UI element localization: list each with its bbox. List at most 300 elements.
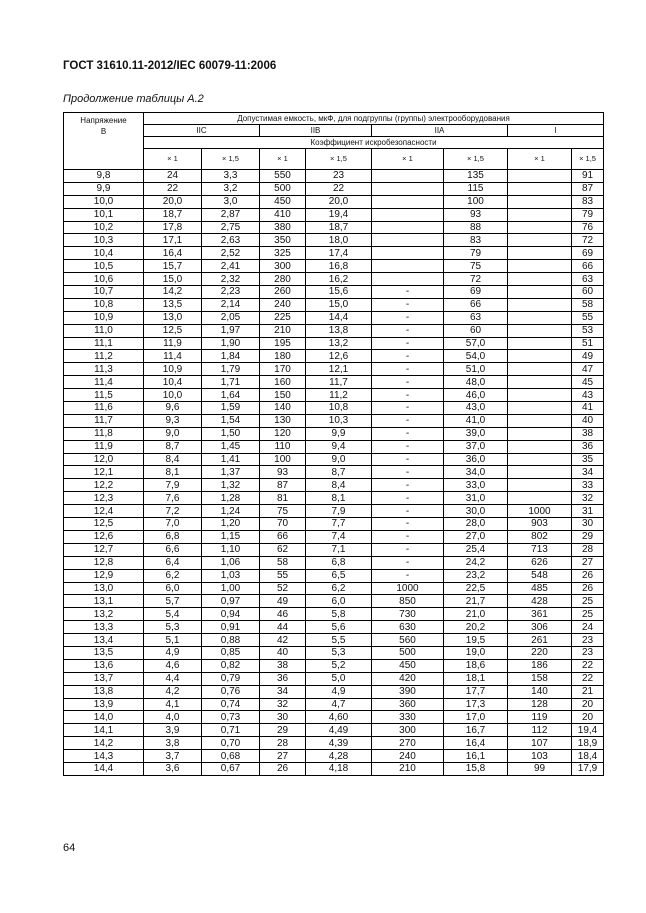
capacitance-cell	[508, 195, 572, 208]
capacitance-cell: 119	[508, 711, 572, 724]
capacitance-cell: 4,6	[144, 659, 202, 672]
capacitance-cell: 34,0	[444, 466, 508, 479]
capacitance-cell: 17,0	[444, 711, 508, 724]
capacitance-cell: 15,7	[144, 260, 202, 273]
capacitance-cell	[508, 402, 572, 415]
table-row	[64, 556, 604, 569]
capacitance-cell: 20,2	[444, 621, 508, 634]
capacitance-cell: 45	[572, 376, 604, 389]
voltage-unit: В	[100, 127, 107, 136]
table-row	[64, 479, 604, 492]
capacitance-cell: -	[372, 350, 444, 363]
capacitance-cell: 6,8	[144, 530, 202, 543]
voltage-cell: 11,9	[64, 440, 144, 453]
capacitance-cell: -	[372, 543, 444, 556]
capacitance-cell: -	[372, 440, 444, 453]
capacitance-cell	[508, 311, 572, 324]
capacitance-cell: 6,5	[306, 569, 372, 582]
capacitance-cell: 100	[260, 453, 306, 466]
capacitance-cell: 5,8	[306, 608, 372, 621]
capacitance-cell: 300	[372, 724, 444, 737]
capacitance-cell: 330	[372, 711, 444, 724]
capacitance-cell: 1,45	[202, 440, 260, 453]
capacitance-cell: 0,82	[202, 659, 260, 672]
capacitance-cell: 79	[572, 208, 604, 221]
capacitance-cell: 120	[260, 427, 306, 440]
capacitance-cell: 3,9	[144, 724, 202, 737]
capacitance-cell: 802	[508, 530, 572, 543]
voltage-cell: 14,2	[64, 737, 144, 750]
capacitance-cell: 70	[260, 518, 306, 531]
capacitance-cell: 1,79	[202, 363, 260, 376]
factor-header: × 1	[260, 149, 306, 170]
capacitance-cell: 9,3	[144, 414, 202, 427]
capacitance-cell: 2,41	[202, 260, 260, 273]
capacitance-cell: 55	[572, 311, 604, 324]
capacitance-cell: 91	[572, 170, 604, 183]
voltage-cell: 11,7	[64, 414, 144, 427]
capacitance-cell: 500	[260, 182, 306, 195]
capacitance-cell: 48,0	[444, 376, 508, 389]
capacitance-cell: -	[372, 479, 444, 492]
capacitance-cell: 23	[572, 646, 604, 659]
capacitance-cell: 30	[572, 518, 604, 531]
table-row	[64, 518, 604, 531]
capacitance-cell: 88	[444, 221, 508, 234]
table-row	[64, 453, 604, 466]
capacitance-cell: 44	[260, 621, 306, 634]
capacitance-cell: 4,4	[144, 672, 202, 685]
capacitance-cell: 6,2	[306, 582, 372, 595]
capacitance-cell	[508, 492, 572, 505]
capacitance-cell: 1,06	[202, 556, 260, 569]
capacitance-cell: 4,49	[306, 724, 372, 737]
capacitance-cell: 22	[306, 182, 372, 195]
voltage-cell: 13,8	[64, 685, 144, 698]
capacitance-cell: 87	[260, 479, 306, 492]
capacitance-cell: 41,0	[444, 414, 508, 427]
capacitance-cell: 107	[508, 737, 572, 750]
capacitance-cell	[508, 376, 572, 389]
table-row	[64, 260, 604, 273]
capacitance-cell	[508, 324, 572, 337]
table-row	[64, 505, 604, 518]
table-row	[64, 750, 604, 763]
capacitance-cell: 270	[372, 737, 444, 750]
capacitance-cell: 83	[444, 234, 508, 247]
capacitance-cell: 4,0	[144, 711, 202, 724]
capacitance-cell: 20	[572, 698, 604, 711]
capacitance-cell: 7,6	[144, 492, 202, 505]
capacitance-cell: 31,0	[444, 492, 508, 505]
capacitance-cell: 28	[260, 737, 306, 750]
voltage-cell: 10,7	[64, 286, 144, 299]
table-row	[64, 659, 604, 672]
capacitance-cell: 5,6	[306, 621, 372, 634]
capacitance-cell: 60	[572, 286, 604, 299]
capacitance-cell: 260	[260, 286, 306, 299]
table-row	[64, 298, 604, 311]
capacitance-cell: 29	[572, 530, 604, 543]
capacitance-cell	[508, 247, 572, 260]
capacitance-cell	[508, 170, 572, 183]
voltage-cell: 9,9	[64, 182, 144, 195]
capacitance-cell: 170	[260, 363, 306, 376]
capacitance-cell	[508, 298, 572, 311]
capacitance-cell: 1000	[508, 505, 572, 518]
capacitance-cell	[508, 182, 572, 195]
capacitance-cell: 46,0	[444, 389, 508, 402]
capacitance-cell: 420	[372, 672, 444, 685]
capacitance-cell: 93	[260, 466, 306, 479]
capacitance-cell: 12,5	[144, 324, 202, 337]
capacitance-cell: 1,41	[202, 453, 260, 466]
voltage-cell: 13,6	[64, 659, 144, 672]
capacitance-cell: 18,0	[306, 234, 372, 247]
capacitance-cell: 0,67	[202, 762, 260, 775]
voltage-cell: 12,3	[64, 492, 144, 505]
capacitance-cell: 7,0	[144, 518, 202, 531]
capacitance-cell: -	[372, 466, 444, 479]
capacitance-cell: 10,3	[306, 414, 372, 427]
capacitance-cell: 57,0	[444, 337, 508, 350]
capacitance-cell: 18,1	[444, 672, 508, 685]
capacitance-cell: 87	[572, 182, 604, 195]
capacitance-cell: 5,5	[306, 634, 372, 647]
capacitance-cell: 4,7	[306, 698, 372, 711]
capacitance-cell: 52	[260, 582, 306, 595]
capacitance-cell: 26	[260, 762, 306, 775]
capacitance-cell: 1,10	[202, 543, 260, 556]
capacitance-cell	[508, 234, 572, 247]
capacitance-cell: 18,7	[306, 221, 372, 234]
capacitance-cell: 220	[508, 646, 572, 659]
capacitance-cell	[508, 260, 572, 273]
capacitance-cell: 16,4	[444, 737, 508, 750]
capacitance-cell: 16,4	[144, 247, 202, 260]
capacitance-cell: 28	[572, 543, 604, 556]
capacitance-cell: -	[372, 324, 444, 337]
table-row	[64, 530, 604, 543]
capacitance-cell: 66	[260, 530, 306, 543]
capacitance-cell: 23	[306, 170, 372, 183]
voltage-cell: 13,4	[64, 634, 144, 647]
capacitance-cell	[508, 453, 572, 466]
capacitance-cell	[372, 208, 444, 221]
capacitance-cell: 7,9	[306, 505, 372, 518]
voltage-label: Напряжение	[80, 116, 127, 125]
capacitance-cell: 28,0	[444, 518, 508, 531]
table-row	[64, 582, 604, 595]
capacitance-cell: 24	[144, 170, 202, 183]
capacitance-cell: 210	[372, 762, 444, 775]
capacitance-cell: 261	[508, 634, 572, 647]
factor-header: × 1	[144, 149, 202, 170]
capacitance-cell: 8,1	[144, 466, 202, 479]
voltage-cell: 10,5	[64, 260, 144, 273]
capacitance-cell: -	[372, 363, 444, 376]
voltage-cell: 12,1	[64, 466, 144, 479]
voltage-cell: 10,0	[64, 195, 144, 208]
capacitance-cell: 7,1	[306, 543, 372, 556]
capacitance-cell: 18,7	[144, 208, 202, 221]
capacitance-cell: 40	[572, 414, 604, 427]
capacitance-cell	[372, 195, 444, 208]
capacitance-cell: 3,6	[144, 762, 202, 775]
capacitance-cell: 8,4	[144, 453, 202, 466]
capacitance-cell: 2,32	[202, 273, 260, 286]
capacitance-cell: 16,2	[306, 273, 372, 286]
capacitance-cell: 240	[372, 750, 444, 763]
voltage-cell: 11,0	[64, 324, 144, 337]
capacitance-cell: 3,3	[202, 170, 260, 183]
table-row	[64, 440, 604, 453]
capacitance-cell: 30,0	[444, 505, 508, 518]
capacitance-cell: 6,8	[306, 556, 372, 569]
table-row	[64, 402, 604, 415]
capacitance-cell: -	[372, 337, 444, 350]
capacitance-cell: 0,94	[202, 608, 260, 621]
capacitance-cell: 2,14	[202, 298, 260, 311]
capacitance-cell: 47	[572, 363, 604, 376]
capacitance-cell: 7,9	[144, 479, 202, 492]
capacitance-cell	[372, 234, 444, 247]
capacitance-cell: 0,71	[202, 724, 260, 737]
capacitance-cell: 500	[372, 646, 444, 659]
capacitance-cell: 380	[260, 221, 306, 234]
table-row	[64, 724, 604, 737]
capacitance-cell: 60	[444, 324, 508, 337]
capacitance-cell: -	[372, 453, 444, 466]
voltage-cell: 9,8	[64, 170, 144, 183]
capacitance-cell: 4,1	[144, 698, 202, 711]
factor-header: × 1,5	[202, 149, 260, 170]
voltage-cell: 13,1	[64, 595, 144, 608]
capacitance-cell: -	[372, 569, 444, 582]
capacitance-cell: 10,8	[306, 402, 372, 415]
voltage-cell: 11,3	[64, 363, 144, 376]
voltage-cell: 13,7	[64, 672, 144, 685]
table-row	[64, 608, 604, 621]
capacitance-cell: 49	[572, 350, 604, 363]
capacitance-cell: 75	[260, 505, 306, 518]
capacitance-cell: 20,0	[144, 195, 202, 208]
capacitance-cell: 1,37	[202, 466, 260, 479]
voltage-cell: 11,2	[64, 350, 144, 363]
capacitance-cell: 4,39	[306, 737, 372, 750]
voltage-cell: 11,6	[64, 402, 144, 415]
capacitance-cell: -	[372, 311, 444, 324]
capacitance-cell: 35	[572, 453, 604, 466]
factor-header: × 1,5	[444, 149, 508, 170]
capacitance-cell: -	[372, 389, 444, 402]
capacitance-cell: 850	[372, 595, 444, 608]
capacitance-cell: 63	[444, 311, 508, 324]
capacitance-cell: 69	[444, 286, 508, 299]
capacitance-cell: 18,4	[572, 750, 604, 763]
capacitance-cell: 0,85	[202, 646, 260, 659]
capacitance-cell: 11,4	[144, 350, 202, 363]
capacitance-cell: 12,1	[306, 363, 372, 376]
capacitance-cell: 2,52	[202, 247, 260, 260]
capacitance-cell: 10,0	[144, 389, 202, 402]
capacitance-cell	[372, 273, 444, 286]
capacitance-cell: 0,88	[202, 634, 260, 647]
voltage-column-header	[64, 113, 144, 170]
capacitance-cell: 51	[572, 337, 604, 350]
capacitance-cell: 2,63	[202, 234, 260, 247]
capacitance-cell: 17,9	[572, 762, 604, 775]
capacitance-cell	[508, 208, 572, 221]
capacitance-cell: -	[372, 286, 444, 299]
capacitance-cell: 17,4	[306, 247, 372, 260]
capacitance-cell: 17,1	[144, 234, 202, 247]
capacitance-cell: -	[372, 505, 444, 518]
capacitance-cell: 15,6	[306, 286, 372, 299]
capacitance-cell: 7,4	[306, 530, 372, 543]
capacitance-cell: 81	[260, 492, 306, 505]
capacitance-cell: 66	[572, 260, 604, 273]
capacitance-cell	[508, 350, 572, 363]
capacitance-cell: 18,6	[444, 659, 508, 672]
capacitance-cell: 390	[372, 685, 444, 698]
capacitance-cell: 58	[260, 556, 306, 569]
voltage-cell: 11,5	[64, 389, 144, 402]
voltage-cell: 13,3	[64, 621, 144, 634]
voltage-cell: 14,3	[64, 750, 144, 763]
capacitance-cell: 730	[372, 608, 444, 621]
capacitance-cell: -	[372, 556, 444, 569]
capacitance-cell: 128	[508, 698, 572, 711]
capacitance-cell: 100	[444, 195, 508, 208]
capacitance-cell: 1,64	[202, 389, 260, 402]
capacitance-cell: 6,2	[144, 569, 202, 582]
voltage-cell: 12,5	[64, 518, 144, 531]
capacitance-cell: 75	[444, 260, 508, 273]
capacitance-cell: 34	[260, 685, 306, 698]
capacitance-cell: 33,0	[444, 479, 508, 492]
capacitance-cell: 240	[260, 298, 306, 311]
voltage-cell: 12,8	[64, 556, 144, 569]
capacitance-cell	[508, 273, 572, 286]
capacitance-cell: 0,68	[202, 750, 260, 763]
capacitance-cell: 140	[508, 685, 572, 698]
capacitance-cell: 10,9	[144, 363, 202, 376]
table-row	[64, 595, 604, 608]
table-row	[64, 286, 604, 299]
capacitance-cell: 1,97	[202, 324, 260, 337]
table-row	[64, 569, 604, 582]
table-row	[64, 182, 604, 195]
capacitance-cell: 713	[508, 543, 572, 556]
capacitance-cell: 40	[260, 646, 306, 659]
voltage-cell: 10,6	[64, 273, 144, 286]
capacitance-cell: 11,7	[306, 376, 372, 389]
table-row	[64, 762, 604, 775]
capacitance-cell: 626	[508, 556, 572, 569]
capacitance-cell: 4,2	[144, 685, 202, 698]
capacitance-cell: 25	[572, 608, 604, 621]
capacitance-cell: 485	[508, 582, 572, 595]
capacitance-cell: 8,7	[144, 440, 202, 453]
voltage-cell: 13,0	[64, 582, 144, 595]
capacitance-cell: 6,0	[144, 582, 202, 595]
factor-header: × 1	[508, 149, 572, 170]
capacitance-cell: 20,0	[306, 195, 372, 208]
voltage-cell: 14,0	[64, 711, 144, 724]
capacitance-cell: 1,24	[202, 505, 260, 518]
capacitance-cell: -	[372, 298, 444, 311]
capacitance-cell: 1000	[372, 582, 444, 595]
capacitance-cell: 130	[260, 414, 306, 427]
capacitance-cell: 5,1	[144, 634, 202, 647]
capacitance-cell	[508, 479, 572, 492]
safety-factor-header: Коэффициент искробезопасности	[144, 137, 604, 149]
capacitance-cell: 14,2	[144, 286, 202, 299]
capacitance-cell: 21,0	[444, 608, 508, 621]
capacitance-cell: 19,0	[444, 646, 508, 659]
capacitance-cell: 140	[260, 402, 306, 415]
capacitance-cell: 410	[260, 208, 306, 221]
capacitance-cell: 15,0	[144, 273, 202, 286]
voltage-cell: 11,1	[64, 337, 144, 350]
capacitance-cell	[508, 221, 572, 234]
capacitance-cell: 20	[572, 711, 604, 724]
capacitance-cell: 13,8	[306, 324, 372, 337]
capacitance-cell: 13,0	[144, 311, 202, 324]
capacitance-cell: 33	[572, 479, 604, 492]
capacitance-cell: 99	[508, 762, 572, 775]
capacitance-cell	[372, 247, 444, 260]
capacitance-cell: 2,05	[202, 311, 260, 324]
capacitance-cell: 8,1	[306, 492, 372, 505]
capacitance-cell	[372, 182, 444, 195]
capacitance-cell: 0,91	[202, 621, 260, 634]
capacitance-cell: 3,7	[144, 750, 202, 763]
capacitance-cell: 26	[572, 569, 604, 582]
capacitance-cell: 54,0	[444, 350, 508, 363]
table-row	[64, 350, 604, 363]
capacitance-cell	[508, 337, 572, 350]
voltage-cell: 10,3	[64, 234, 144, 247]
capacitance-cell: 46	[260, 608, 306, 621]
capacitance-cell: 225	[260, 311, 306, 324]
capacitance-cell: 103	[508, 750, 572, 763]
capacitance-cell: 58	[572, 298, 604, 311]
table-row	[64, 324, 604, 337]
table-row	[64, 273, 604, 286]
capacitance-cell: 6,6	[144, 543, 202, 556]
table-row	[64, 414, 604, 427]
capacitance-cell: 0,74	[202, 698, 260, 711]
table-row	[64, 221, 604, 234]
capacitance-cell: 17,7	[444, 685, 508, 698]
capacitance-cell: 9,4	[306, 440, 372, 453]
capacitance-cell: 34	[572, 466, 604, 479]
capacitance-cell: 30	[260, 711, 306, 724]
capacitance-cell: 0,73	[202, 711, 260, 724]
capacitance-cell: -	[372, 376, 444, 389]
table-body	[64, 170, 604, 776]
capacitance-cell: -	[372, 530, 444, 543]
capacitance-cell: 38	[572, 427, 604, 440]
capacitance-cell	[508, 414, 572, 427]
capacitance-cell: 8,4	[306, 479, 372, 492]
capacitance-cell: 27	[572, 556, 604, 569]
factor-header: × 1,5	[306, 149, 372, 170]
capacitance-cell: 9,0	[306, 453, 372, 466]
table-row	[64, 376, 604, 389]
